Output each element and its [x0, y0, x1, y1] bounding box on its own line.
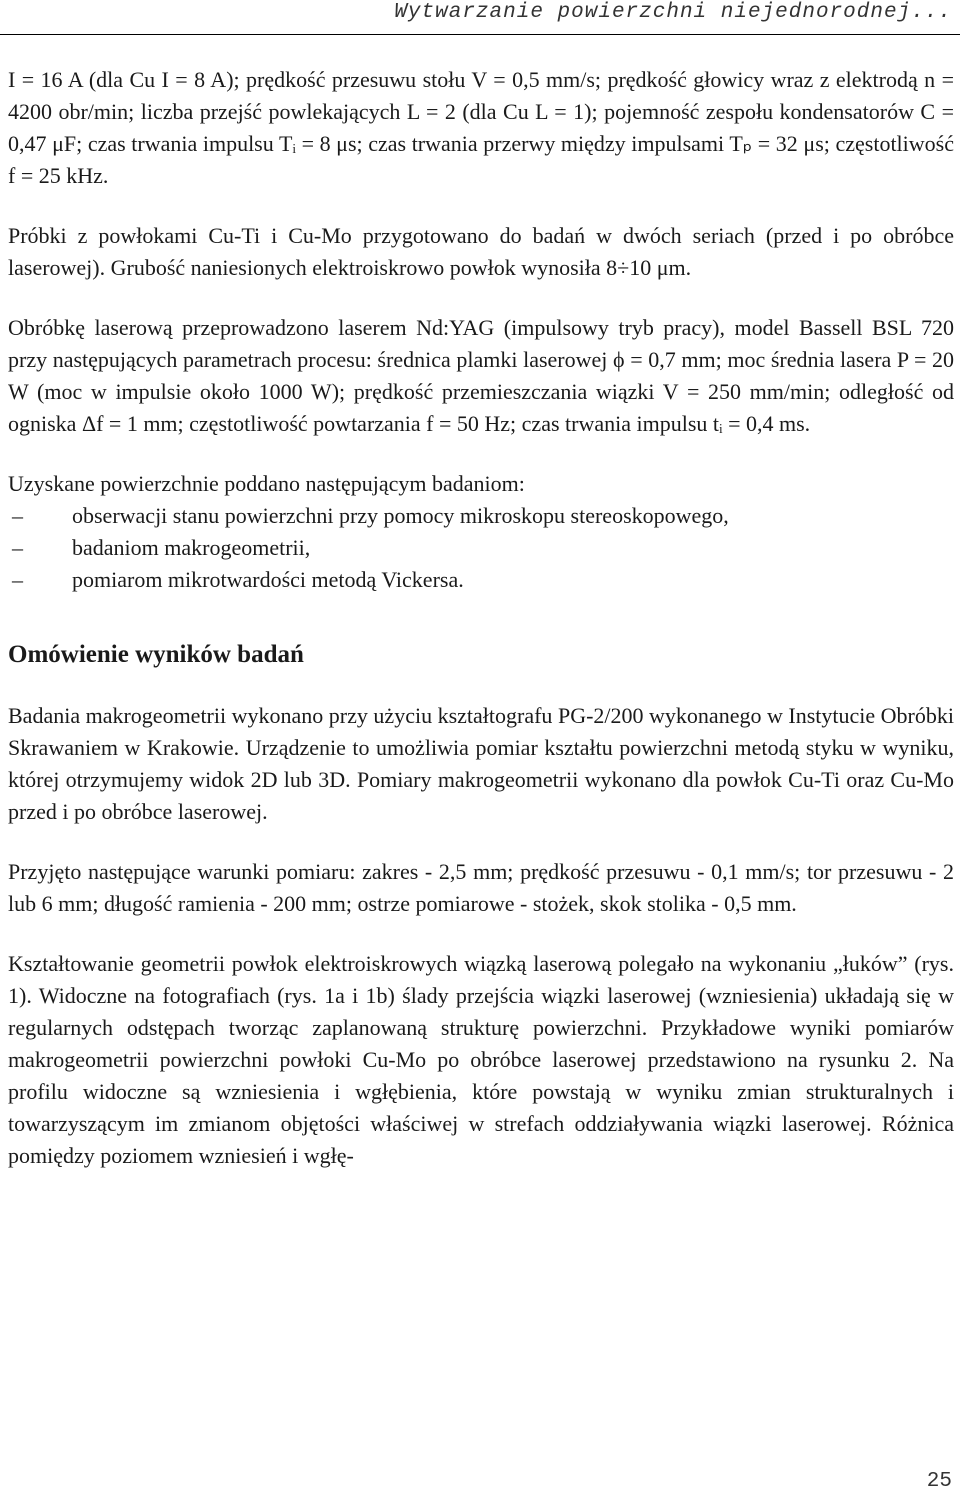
running-header — [0, 0, 960, 35]
dash-bullet: – — [12, 503, 23, 528]
page-body — [8, 64, 954, 1172]
samples-paragraph: Próbki z powłokami Cu-Ti i Cu-Mo przygotowano do badań w dwóch seriach (przed i po obróbce laserowej). Grubość naniesionych elektroiskrowo powłok wynosiła 8÷10 μm. — [8, 223, 954, 280]
list-item-text: pomiarom mikrotwardości metodą Vickersa. — [72, 567, 464, 592]
tests-intro-paragraph: Uzyskane powierzchnie poddano następującym badaniom: — [8, 471, 525, 496]
measurement-conditions-paragraph: Przyjęto następujące warunki pomiaru: zakres - 2,5 mm; prędkość przesuwu - 0,1 mm/s; tor przesuwu - 2 lub 6 mm; długość ramienia - 200 mm; ostrze pomiarowe - stożek, skok stolika - 0,5 mm. — [8, 859, 954, 916]
tests-list — [8, 500, 954, 596]
list-item-text: badaniom makrogeometrii, — [72, 535, 311, 560]
running-header-title: Wytwarzanie powierzchni niejednorodnej... — [394, 1, 952, 24]
results-paragraph: Kształtowanie geometrii powłok elektroiskrowych wiązką laserową polegało na wykonaniu „łuków” (rys. 1). Widoczne na fotografiach (rys. 1a i 1b) ślady przejścia wiązki laserowej (wzniesienia) układają się w regularnych odstępach tworząc zaplanowaną strukturę powierzchni. Przykładowe wyniki pomiarów makrogeometrii powierzchni powłoki Cu-Mo po obróbce laserowej przedstawiono na rysunku 2. Na profilu widoczne są wzniesienia i wgłębienia, które powstają w wyniku zmian strukturalnych i towarzyszącym im zmianom objętości właściwej w strefach oddziaływania wiązki laserowej. Różnica pomiędzy poziomem wzniesień i wgłę- — [8, 951, 954, 1168]
list-item — [8, 500, 954, 532]
laser-treatment-paragraph: Obróbkę laserową przeprowadzono laserem Nd:YAG (impulsowy tryb pracy), model Bassell BSL 720 przy następujących parametrach procesu: średnica plamki laserowej ϕ = 0,7 mm; moc średnia lasera P = 20 W (moc w impulsie około 1000 W); prędkość przemieszczania wiązki V = 250 mm/min; odległość od ogniska Δf = 1 mm; częstotliwość powtarzania f = 50 Hz; czas trwania impulsu tᵢ = 0,4 ms. — [8, 315, 954, 436]
dash-bullet: – — [12, 567, 23, 592]
page-number: 25 — [926, 1470, 952, 1493]
list-item-text: obserwacji stanu powierzchni przy pomocy mikroskopu stereoskopowego, — [72, 503, 729, 528]
section-heading: Omówienie wyników badań — [8, 641, 304, 668]
list-item — [8, 564, 954, 596]
dash-bullet: – — [12, 535, 23, 560]
list-item — [8, 532, 954, 564]
macrogeometry-paragraph: Badania makrogeometrii wykonano przy użyciu kształtografu PG-2/200 wykonanego w Instytucie Obróbki Skrawaniem w Krakowie. Urządzenie to umożliwia pomiar kształtu powierzchni metodą styku w wyniku, której otrzymujemy widok 2D lub 3D. Pomiary makrogeometrii wykonano dla powłok Cu-Ti oraz Cu-Mo przed i po obróbce laserowej. — [8, 703, 954, 824]
process-parameters-paragraph: I = 16 A (dla Cu I = 8 A); prędkość przesuwu stołu V = 0,5 mm/s; prędkość głowicy wraz z elektrodą n = 4200 obr/min; liczba przejść powlekających L = 2 (dla Cu L = 1); pojemność zespołu kondensatorów C = 0,47 μF; czas trwania impulsu Tᵢ = 8 μs; czas trwania przerwy między impulsami Tₚ = 32 μs; częstotliwość f = 25 kHz. — [8, 67, 954, 188]
